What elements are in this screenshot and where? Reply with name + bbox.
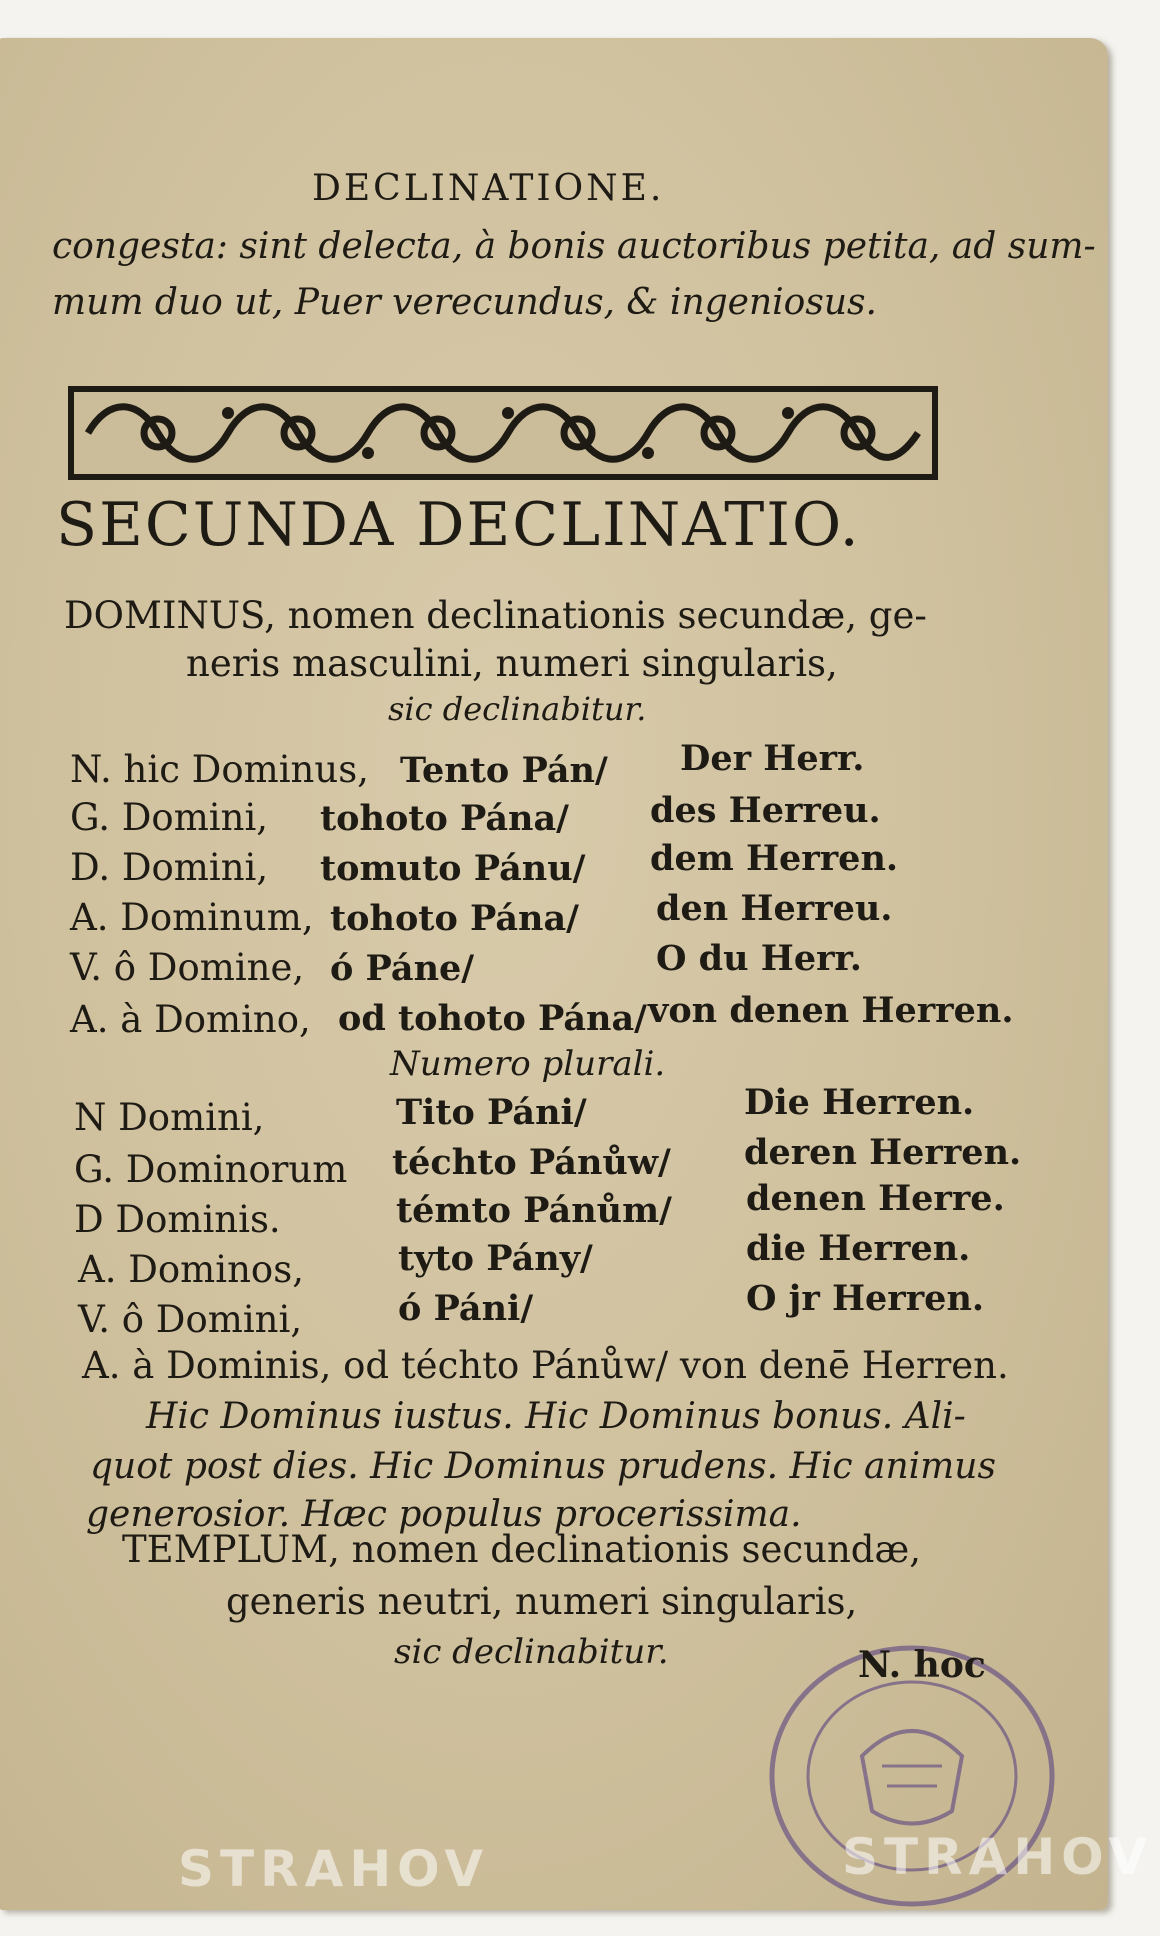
dominus-intro-line-1: DOMINUS, nomen declinationis secundæ, ge- <box>64 594 927 637</box>
plural-case-1: N Domini, <box>74 1096 265 1139</box>
plural-case-5: V. ô Domini, <box>78 1298 303 1341</box>
singular-german-4: den Herreu. <box>656 888 893 929</box>
plural-case-3: D Dominis. <box>74 1198 281 1241</box>
plural-german-2: deren Herren. <box>744 1132 1022 1173</box>
singular-german-6: von denen Herren. <box>648 990 1014 1031</box>
intro-line-2: mum duo ut, Puer verecundus, & ingeniosus. <box>52 282 877 323</box>
watermark-left: STRAHOV <box>178 1840 490 1898</box>
plural-german-1: Die Herren. <box>744 1082 975 1123</box>
singular-case-5: V. ô Domine, <box>70 946 305 989</box>
dominus-intro-line-2: neris masculini, numeri singularis, <box>186 642 838 685</box>
singular-czech-3: tomuto Pánu/ <box>320 848 586 889</box>
plural-german-4: die Herren. <box>746 1228 971 1269</box>
watermark-right: STRAHOV <box>842 1828 1154 1886</box>
plural-czech-1: Tito Páni/ <box>396 1092 587 1133</box>
templum-intro-line-1: TEMPLUM, nomen declinationis secundæ, <box>122 1528 922 1571</box>
dominus-intro-line-3: sic declinabitur. <box>388 690 647 728</box>
singular-german-5: O du Herr. <box>656 938 862 979</box>
example-line-1: Hic Dominus iustus. Hic Dominus bonus. Ali- <box>146 1396 966 1437</box>
plural-heading: Numero plurali. <box>390 1044 666 1084</box>
singular-czech-4: tohoto Pána/ <box>330 898 579 939</box>
singular-czech-5: ó Páne/ <box>330 948 475 989</box>
plural-czech-2: téchto Pánůw/ <box>392 1142 671 1183</box>
section-title: SECUNDA DECLINATIO. <box>56 490 861 560</box>
ornament-band <box>68 378 938 488</box>
singular-czech-6: od tohoto Pána/ <box>338 998 647 1039</box>
catchword: N. hoc <box>858 1644 986 1686</box>
example-line-3: generosior. Hæc populus procerissima. <box>86 1494 802 1535</box>
templum-intro-line-3: sic declinabitur. <box>394 1632 669 1672</box>
singular-czech-2: tohoto Pána/ <box>320 798 569 839</box>
singular-german-3: dem Herren. <box>650 838 899 879</box>
plural-czech-5: ó Páni/ <box>398 1288 534 1329</box>
intro-line-1: congesta: sint delecta, à bonis auctoribus petita, ad sum- <box>52 226 1096 267</box>
example-line-2: quot post dies. Hic Dominus prudens. Hic animus <box>90 1446 996 1487</box>
singular-case-3: D. Domini, <box>70 846 269 889</box>
plural-ablative-line: A. à Dominis, od téchto Pánůw/ von denē Herren. <box>82 1344 1009 1387</box>
singular-case-2: G. Domini, <box>70 796 269 839</box>
singular-german-2: des Herreu. <box>650 790 881 831</box>
plural-german-3: denen Herre. <box>746 1178 1005 1219</box>
book-page <box>0 38 1154 1910</box>
singular-case-4: A. Dominum, <box>70 896 314 939</box>
plural-czech-3: témto Pánům/ <box>396 1190 672 1231</box>
plural-case-2: G. Dominorum <box>74 1148 348 1191</box>
plural-case-4: A. Dominos, <box>78 1248 304 1291</box>
singular-german-1: Der Herr. <box>680 738 865 779</box>
templum-intro-line-2: generis neutri, numeri singularis, <box>226 1580 858 1623</box>
singular-case-1: N. hic Dominus, <box>70 748 369 791</box>
running-head: DECLINATIONE. <box>312 168 665 209</box>
plural-german-5: O jr Herren. <box>746 1278 985 1319</box>
singular-case-6: A. à Domino, <box>70 998 311 1041</box>
singular-czech-1: Tento Pán/ <box>400 750 608 791</box>
plural-czech-4: tyto Pány/ <box>398 1238 593 1279</box>
